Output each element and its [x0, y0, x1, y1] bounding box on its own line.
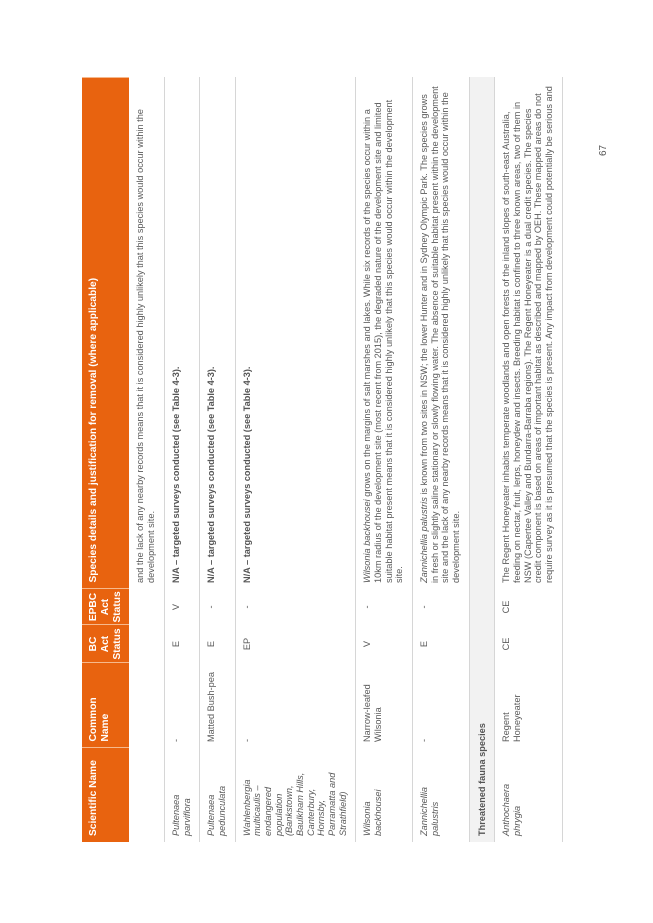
- details-species-name: Zannichellia palustris: [418, 497, 429, 583]
- cell-scientific-name: Zannichellia palustris: [412, 748, 469, 842]
- cell-common-name: Narrow-leafed Wilsonia: [356, 663, 413, 748]
- cell-common-name: Regent Honeyeater: [495, 663, 562, 748]
- cell-details: [235, 78, 356, 590]
- cell-bc-status: E: [412, 625, 469, 663]
- cell-epbc-status: -: [200, 589, 235, 625]
- cell-bc-status: E: [200, 625, 235, 663]
- header-scientific-name: Scientific Name: [82, 748, 129, 842]
- cell-epbc-status: -: [412, 589, 469, 625]
- cell-bc-status: E: [164, 625, 199, 663]
- details-text: grows on the margins of salt marshes and lakes. While six records of the species occur within a 10km radius of the development site (most recent from 2015), the degraded nature of the development site and limited suitable habitat present means that it is considered highly unlikely that this species would occur within the development site.: [362, 99, 405, 583]
- cell-epbc-status: V: [164, 589, 199, 625]
- cell-scientific-name: Pultenaea pedunculata: [200, 748, 235, 842]
- page-number: 67: [598, 144, 609, 156]
- table-header-row: [82, 78, 129, 843]
- species-table: [82, 77, 563, 842]
- cell-details: [164, 78, 199, 590]
- header-species-details: Species details and justification for removal (where applicable): [82, 78, 129, 590]
- cell-common-name: Matted Bush-pea: [200, 663, 235, 748]
- cell-epbc-status: CE: [495, 589, 562, 625]
- table-row: [164, 78, 199, 843]
- cell-bc-status: CE: [495, 625, 562, 663]
- table-row: [129, 78, 164, 843]
- cell-epbc-status: -: [356, 589, 413, 625]
- table-row: [495, 78, 562, 843]
- cell-bc-status: V: [356, 625, 413, 663]
- cell-common-name: -: [164, 663, 199, 748]
- cell-details: and the lack of any nearby records means that it is considered highly unlikely that this species would occur within the development site.: [135, 109, 157, 583]
- table-row: [200, 78, 235, 843]
- cell-details: The Regent Honeyeater inhabits temperate woodlands and open forests of the inland slopes of south-east Australia, feeding on nectar, fruit, lerps, honeydew and insects. Breeding habitat is confined to three known areas, two of them in NSW (Capertee Valley and Bundarra-Barraba regions). The Regent Honeyeater is a dual credit species. The species credit component is based on areas of important habitat as described and mapped by OEH. These mapped areas do not require survey as it is presumed that the species is present. Any impact from development could potentially be serious and: [495, 78, 562, 590]
- cell-scientific-name: Pultenaea parviflora: [164, 748, 199, 842]
- cell-epbc-status: [129, 589, 164, 625]
- cell-common-name: -: [412, 663, 469, 748]
- header-common-name: Common Name: [82, 663, 129, 748]
- table-row: [356, 78, 413, 843]
- cell-scientific-name: [129, 748, 164, 842]
- details-species-name: Wilsonia backhousei: [362, 499, 373, 583]
- header-bc-act-status: BC Act Status: [82, 625, 129, 663]
- details-text: N/A – targeted surveys conducted (see Table 4-3).: [170, 366, 181, 583]
- cell-scientific-name: Anthochaera phrygia: [495, 748, 562, 842]
- cell-bc-status: EP: [235, 625, 356, 663]
- header-epbc-act-status: EPBC Act Status: [82, 589, 129, 625]
- cell-scientific-name: Wilsonia backhousei: [356, 748, 413, 842]
- section-title: Threatened fauna species: [469, 78, 495, 843]
- cell-common-name: -: [235, 663, 356, 748]
- table-row: [235, 78, 356, 843]
- details-text: N/A – targeted surveys conducted (see Table 4-3).: [206, 366, 217, 583]
- cell-details: [412, 78, 469, 590]
- section-row: [469, 78, 495, 843]
- cell-common-name: [129, 663, 164, 748]
- cell-bc-status: [129, 625, 164, 663]
- details-text: is known from two sites in NSW; the lower Hunter and in Sydney Olympic Park. The species grows in fresh or slightly saline stationary or slowly flowing water. The absence of suitable habitat present within the development site and the lack of any nearby records means that it is considered highly unlikely that this species would occur within the development site.: [418, 86, 461, 583]
- cell-scientific-name: Wahlenbergia multicaulis – endangered population (Bankstown, Baulkham Hills, Canterbury, Hornsby, Parramatta and Strathfield): [235, 748, 356, 842]
- cell-epbc-status: -: [235, 589, 356, 625]
- details-text: N/A – targeted surveys conducted (see Table 4-3).: [241, 366, 252, 583]
- cell-details: [200, 78, 235, 590]
- cell-details: [356, 78, 413, 590]
- table-row: [412, 78, 469, 843]
